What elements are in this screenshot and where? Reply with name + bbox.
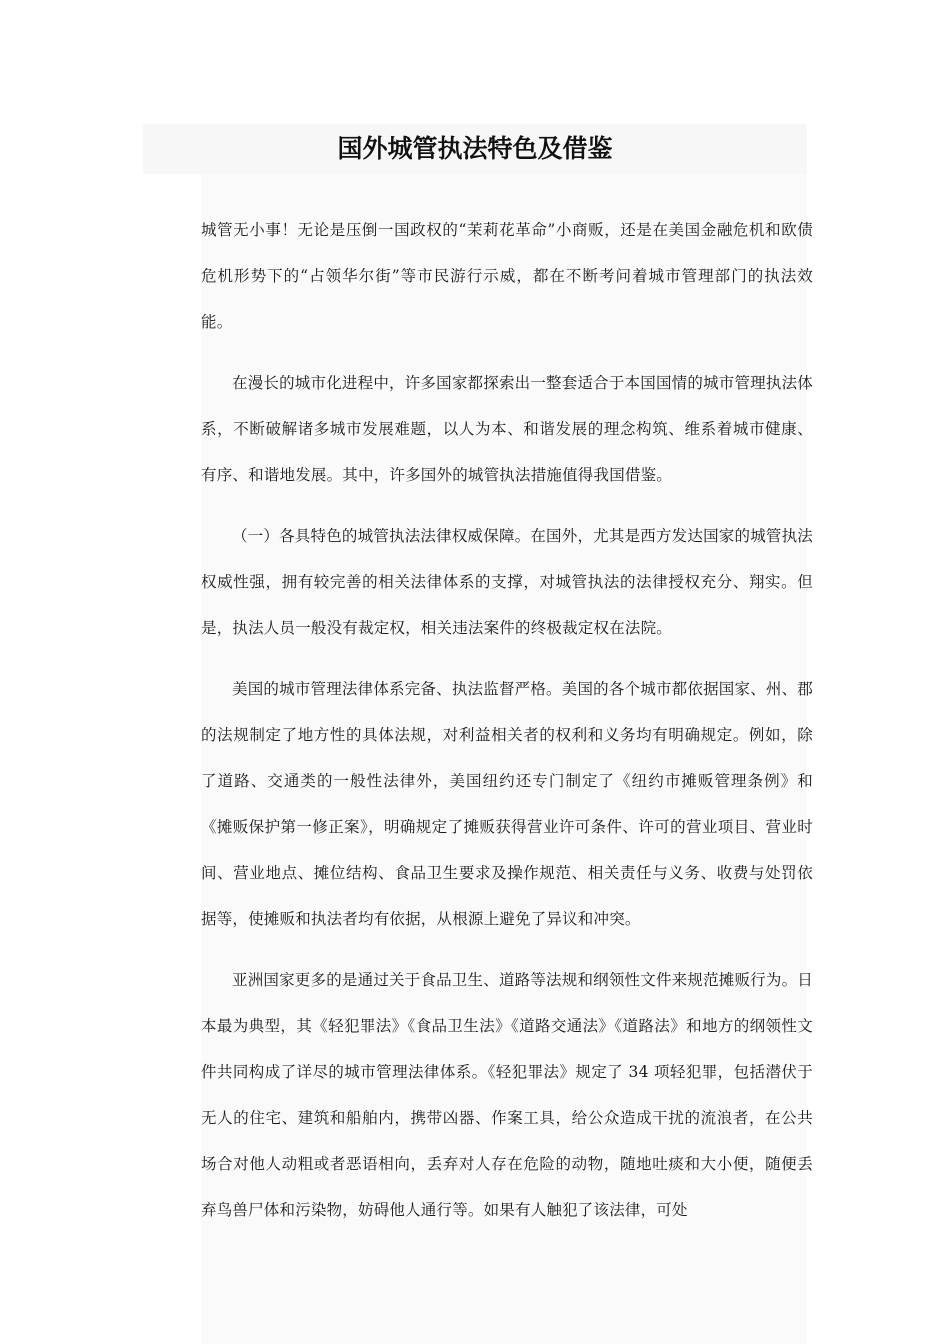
paragraph-line: 市健康、有序、和谐地发展。其中，许多国外的城管执法措施值得我国借鉴。 [201,420,813,484]
paragraph-line: 城管无小事！无论是压倒一国政权的“茉莉花革命”小商贩，还是在美国金融危机 [201,221,766,239]
article-body [201,207,813,1248]
paragraph-line: 括潜伏于无人的住宅、建筑和船舶内，携带凶器、作案工具，给公众造成干扰的流浪 [201,1063,813,1127]
paragraph-line: 者，在公共场合对他人动粗或者恶语相向，丢弃对人存在危险的动物，随地吐痰和大 [201,1109,813,1173]
paragraph-line: （一）各具特色的城管执法法律权威保障。在国外，尤其是西方发达国家的城管执 [232,527,798,545]
paragraph-line: 亚洲国家更多的是通过关于食品卫生、道路等法规和纲领性文件来规范摊贩行 [232,971,766,989]
paragraph-line: 门的执法效能。 [201,267,813,331]
paragraph-line: 郡的法规制定了地方性的具体法规，对利益相关者的权利和义务均有明确规定。例 [201,680,813,744]
paragraph-line: 执法体系，不断破解诸多城市发展难题，以人为本、和谐发展的理念构筑、维系着城 [201,374,813,438]
paragraph-line: 例》和《摊贩保护第一修正案》，明确规定了摊贩获得营业许可条件、许可的营业项目、 [201,772,813,836]
paragraph [201,207,813,345]
document-title: 国外城管执法特色及借鉴 [337,134,613,163]
paragraph [201,666,813,942]
paragraph-line: 和欧债危机形势下的“占领华尔街”等市民游行示威，都在不断考问着城市管理部 [201,221,813,285]
paragraph-line: 在漫长的城市化进程中，许多国家都探索出一整套适合于本国国情的城市管理 [232,374,766,392]
paragraph-line: 为。日本最为典型，其《轻犯罪法》《食品卫生法》《道路交通法》《道路法》和地方的纲 [201,971,813,1035]
paragraph-line: 营业时间、营业地点、摊位结构、食品卫生要求及操作规范、相关责任与义务、收费与 [201,818,813,882]
paragraph [201,957,813,1233]
paragraph [201,360,813,498]
paragraph-line: 法权威性强，拥有较完善的相关法律体系的支撑，对城管执法的法律授权充分、翔实。 [201,527,813,591]
paragraph-line: 如，除了道路、交通类的一般性法律外，美国纽约还专门制定了《纽约市摊贩管理条 [201,726,813,790]
paragraph-line: 领性文件共同构成了详尽的城市管理法律体系。《轻犯罪法》规定了 34 项轻犯罪，包 [201,1017,814,1081]
paragraph-line: 处罚依据等，使摊贩和执法者均有依据，从根源上避免了异议和冲突。 [201,864,813,928]
paragraph-line: 美国的城市管理法律体系完备、执法监督严格。美国的各个城市都依据国家、州、 [232,680,798,698]
paragraph-line: 小便，随便丢弃鸟兽尸体和污染物，妨碍他人通行等。如果有人触犯了该法律，可处 [201,1155,813,1219]
paragraph-line: 但是，执法人员一般没有裁定权，相关违法案件的终极裁定权在法院。 [201,573,813,637]
paragraph [201,513,813,651]
